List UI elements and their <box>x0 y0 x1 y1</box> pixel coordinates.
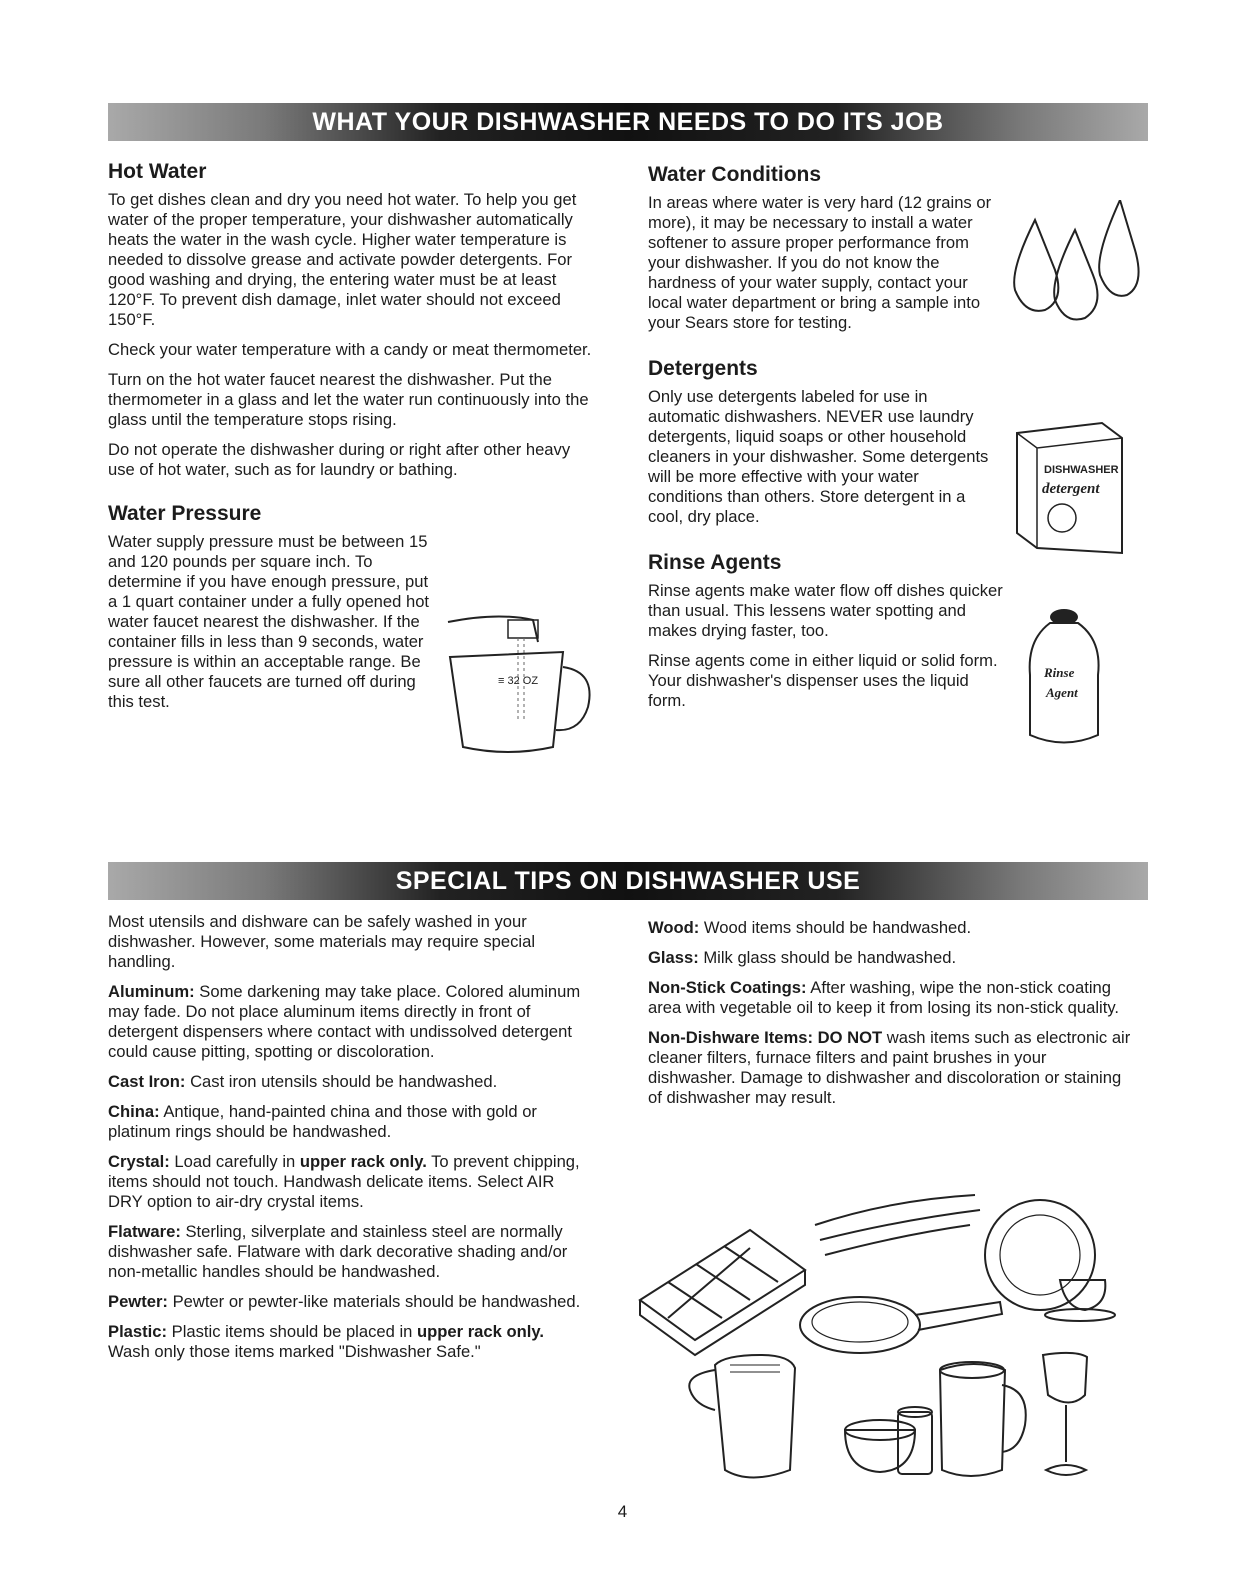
measuring-cup-faucet-icon <box>438 612 603 762</box>
tip-crystal <box>108 1152 588 1212</box>
pitcher-icon <box>940 1364 1005 1476</box>
hot-water-para-1: To get dishes clean and dry you need hot water. To help you get water of the proper temperature, your dishwasher automatically heats the water in the wash cycle. Higher water temperature is needed to dissolve grease and activate powder detergents. For good washing and drying, the entering water must be at least 120°F. To prevent dish damage, inlet water should not exceed 150°F. <box>108 190 577 329</box>
hot-water-para-4: Do not operate the dishwasher during or right after other heavy use of hot water, such as for laundry or bathing. <box>108 440 571 479</box>
detergents-heading: Detergents <box>648 357 758 380</box>
tip-wood-label: Wood: <box>648 918 700 937</box>
svg-text:≡ 32 OZ: ≡ 32 OZ <box>498 675 539 687</box>
tip-glass <box>648 948 1138 968</box>
tips-left-column <box>108 912 588 1372</box>
tips-intro: Most utensils and dishware can be safely washed in your dishwasher. However, some materials may require special handling. <box>108 912 536 971</box>
section-banner-needs: WHAT YOUR DISHWASHER NEEDS TO DO ITS JOB <box>108 103 1148 141</box>
tip-non-dishware-bold: DO NOT <box>813 1028 883 1047</box>
tip-crystal-label: Crystal: <box>108 1152 170 1171</box>
water-pressure-para: Water supply pressure must be between 15 and 120 pounds per square inch. To determine if you have enough pressure, put a 1 quart container under a fully opened hot water faucet nearest the dishwasher. If the container fills in less than 9 seconds, water pressure is within an acceptable range. Be sure all other faucets are turned off during this test. <box>108 532 430 711</box>
tip-crystal-bold: upper rack only. <box>299 1152 427 1171</box>
hot-water-para-2: Check your water temperature with a candy or meat thermometer. <box>108 340 592 359</box>
tip-china-label: China: <box>108 1102 160 1121</box>
page-number: 4 <box>617 1502 628 1521</box>
detergents-para: Only use detergents labeled for use in automatic dishwashers. NEVER use laundry detergents, liquid soaps or other household cleaners in your dishwasher. Some detergents will be more effective with your water conditions than others. Store detergent in a cool, dry place. <box>648 387 989 526</box>
tip-wood <box>648 918 1138 938</box>
tip-flatware-label: Flatware: <box>108 1222 181 1241</box>
rinse-bottle-label-2: Agent <box>1046 685 1078 700</box>
tip-non-dishware <box>648 1028 1138 1108</box>
tip-non-stick <box>648 978 1138 1018</box>
plate-icon <box>985 1200 1095 1310</box>
tip-wood-text: Wood items should be handwashed. <box>699 918 972 937</box>
tip-pewter <box>108 1292 588 1312</box>
tip-crystal-text-1: Load carefully in <box>169 1152 300 1171</box>
rinse-agents-heading: Rinse Agents <box>648 551 782 574</box>
tip-plastic-bold: upper rack only. <box>417 1322 544 1341</box>
water-conditions-heading: Water Conditions <box>648 163 822 186</box>
water-pressure-heading: Water Pressure <box>108 502 262 525</box>
tip-glass-text: Milk glass should be handwashed. <box>698 948 957 967</box>
detergent-box-label-1: DISHWASHER <box>1044 464 1119 476</box>
rinse-agents-para-1: Rinse agents make water flow off dishes quicker than usual. This lessens water spotting and makes drying faster, too. <box>648 581 1003 640</box>
tip-aluminum-label: Aluminum: <box>108 982 195 1001</box>
tip-non-dishware-label: Non-Dishware Items: <box>648 1028 814 1047</box>
tip-non-stick-text: After washing, wipe the non-stick coating area with vegetable oil to keep it from losing its non-stick quality. <box>648 978 1120 1017</box>
skillet-icon <box>800 1297 920 1353</box>
tip-cast-iron-text: Cast iron utensils should be handwashed. <box>185 1072 498 1091</box>
tip-glass-label: Glass: <box>648 948 699 967</box>
tip-plastic-text-2: Wash only those items marked "Dishwasher Safe." <box>108 1342 481 1361</box>
tip-pewter-text: Pewter or pewter-like materials should be handwashed. <box>167 1292 581 1311</box>
tip-flatware <box>108 1222 588 1282</box>
coffee-pot-icon <box>715 1355 795 1478</box>
flatware-icon <box>815 1195 980 1255</box>
tip-plastic <box>108 1322 588 1362</box>
rinse-agents-para-2: Rinse agents come in either liquid or solid form. Your dishwasher's dispenser uses the liquid form. <box>648 651 998 710</box>
tip-aluminum-text: Some darkening may take place. Colored aluminum may fade. Do not place aluminum items directly in front of detergent dispensers where contact with undissolved detergent could cause pitting, spotting or discoloration. <box>108 982 581 1061</box>
tip-crystal-text-2: To prevent chipping, items should not touch. Handwash delicate items. Select AIR DRY option to air-dry crystal items. <box>108 1152 580 1211</box>
tip-china <box>108 1102 588 1142</box>
tip-aluminum <box>108 982 588 1062</box>
tip-flatware-text: Sterling, silverplate and stainless steel are normally dishwasher safe. Flatware with dark decorative shading and/or non-metallic handles should be handwashed. <box>108 1222 568 1281</box>
section-banner-tips: SPECIAL TIPS ON DISHWASHER USE <box>108 862 1148 900</box>
wine-glass-icon <box>1043 1353 1087 1403</box>
tip-plastic-text-1: Plastic items should be placed in <box>167 1322 417 1341</box>
water-drops-icon <box>1005 200 1145 330</box>
hot-water-heading: Hot Water <box>108 160 207 183</box>
tip-non-dishware-text: wash items such as electronic air cleaner filters, furnace filters and paint brushes in your dishwasher. Damage to dishwasher and discoloration or staining of dishwasher may result. <box>648 1028 1131 1107</box>
rinse-bottle-label-1: Rinse <box>1044 665 1075 680</box>
hot-water-para-3: Turn on the hot water faucet nearest the dishwasher. Put the thermometer in a glass and let the water run continuously into the glass until the temperature stops rising. <box>108 370 589 429</box>
tip-cast-iron-label: Cast Iron: <box>108 1072 186 1091</box>
dishware-illustration <box>630 1190 1120 1490</box>
detergent-box-icon <box>1012 418 1127 558</box>
ice-tray-icon <box>640 1230 805 1340</box>
water-conditions-para: In areas where water is very hard (12 grains or more), it may be necessary to install a water softener to assure proper performance from your dishwasher. If you do not know the hardness of your water supply, contact your local water department or bring a sample into your Sears store for testing. <box>648 193 992 332</box>
hot-water-section <box>108 160 598 480</box>
tip-plastic-label: Plastic: <box>108 1322 168 1341</box>
tips-right-column <box>648 918 1138 1118</box>
tip-pewter-label: Pewter: <box>108 1292 168 1311</box>
tip-non-stick-label: Non-Stick Coatings: <box>648 978 807 997</box>
rinse-agent-bottle-icon <box>1022 605 1107 750</box>
tip-cast-iron <box>108 1072 588 1092</box>
tip-china-text: Antique, hand-painted china and those with gold or platinum rings should be handwashed. <box>108 1102 537 1141</box>
detergent-box-label-2: detergent <box>1042 481 1100 497</box>
